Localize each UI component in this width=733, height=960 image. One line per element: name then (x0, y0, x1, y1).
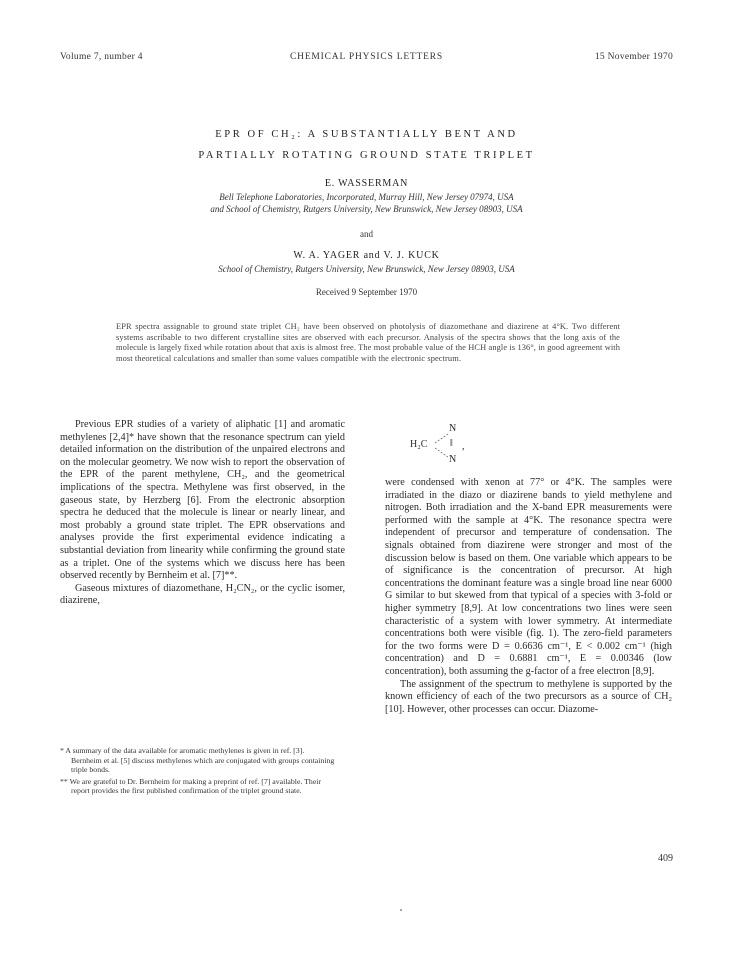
abstract: EPR spectra assignable to ground state triplet CH₂ have been observed on photolysis of diazomethane and diazirene at 4°K. Two different systems ascribable to two different crystalline sites are observed with each precursor. Analysis of the spectra shows that the long axis of the molecule is largely fixed while rotation about that axis is almost free. The most probable value of the HCH angle is 136°, in good agreement with most theoretical calculations and smaller than some values compatible with the electronic spectrum. (116, 322, 620, 363)
body-left-column (60, 419, 345, 608)
formula-h2c: H₂C (410, 439, 428, 450)
author-second: W. A. YAGER and V. J. KUCK (293, 250, 440, 261)
formula-comma: , (462, 441, 465, 452)
journal-name: CHEMICAL PHYSICS LETTERS (290, 52, 443, 62)
footnote-1: * A summary of the data available for aromatic methylenes is given in ref. [3]. Bernheim et al. [5] discuss methylenes which are conjugated with groups containing triple bonds. (60, 746, 335, 775)
received-date: Received 9 September 1970 (315, 287, 418, 297)
paper-title-line-2: PARTIALLY ROTATING GROUND STATE TRIPLET (198, 150, 535, 161)
affiliation-first-1: Bell Telephone Laboratories, Incorporated, Murray Hill, New Jersey 07974, USA (219, 192, 514, 202)
footnote-2: ** We are grateful to Dr. Bernheim for making a preprint of ref. [7] available. Their report provides the first published confirmation of the triplet ground state. (60, 776, 322, 796)
paragraph-condensation: were condensed with xenon at 77° or 4°K. The samples were irradiated in the diazo or diazirene bands to yield methylene and nitrogen. Both irradiation and the X-band EPR measurements were performed with the sample at 4°K. The resonance spectra were independent of precursor and temperature of condensation. The signals obtained from diazirene were stronger and most of the discussion below is based on them. One variable which appears to be of significance is the concentration of precursor. At high concentrations the dominant feature was a single broad line near 6000 G similar to but skewed from that typical of a species with 3-fold or higher symmetry [8,9]. At low concentrations two lines were seen characteristic of a system with lower symmetry. At intermediate concentrations both were visible (fig. 1). The zero-field parameters for the two forms were D = 0.6636 cm⁻¹, E < 0.002 cm⁻¹ (high concentration) and D = 0.6881 cm⁻¹, E = 0.00346 (low concentration), both assuming the g-factor of a free electron [8,9]. (385, 477, 672, 677)
paragraph-mixtures: Gaseous mixtures of diazomethane, H₂CN₂, or the cyclic isomer, diazirene, (60, 582, 345, 607)
body-right-column (385, 477, 672, 716)
footnotes (60, 746, 335, 798)
affiliation-first-2: and School of Chemistry, Rutgers University, New Brunswick, New Jersey 08903, USA (210, 204, 523, 214)
paper-title-line-1: EPR OF CH₂: A SUBSTANTIALLY BENT AND (215, 129, 518, 140)
formula-n-bottom: N (449, 454, 457, 465)
scan-speck (400, 909, 402, 911)
paragraph-assignment: The assignment of the spectrum to methylene is supported by the known efficiency of each of the two precursors as a source of CH₂ [10]. However, other processes can occur. Diazome- (385, 678, 672, 715)
diazirene-formula (410, 423, 470, 469)
paragraph-intro: Previous EPR studies of a variety of aliphatic [1] and aromatic methylenes [2,4]* have shown that the resonance spectrum can yield detailed information on the distribution of the unpaired electrons and on the molecular geometry. We now wish to report the observation of the EPR of the parent methylene, CH₂, and the geometrical implications of the spectra. Methylene was first observed, in the gaseous state, by Herzberg [6]. From the electronic absorption spectra he deduced that the molecule is linear or nearly linear, and most probably a ground state triplet. The EPR observations and analyses provide the first experimental evidence indicating a substantial deviation from linearity while confirming the ground state as a triplet. One of the systems which we discuss here has been observed recently by Bernheim et al. [7]**. (60, 419, 345, 582)
issue-date: 15 November 1970 (594, 52, 673, 62)
affiliation-second: School of Chemistry, Rutgers University, New Brunswick, New Jersey 08903, USA (218, 264, 515, 274)
formula-double-bond: ‖ (450, 438, 453, 449)
author-first: E. WASSERMAN (324, 178, 409, 189)
formula-n-top: N (449, 423, 457, 434)
author-conjunction: and (360, 229, 373, 239)
formula-bonds (432, 429, 452, 463)
page-number: 409 (658, 853, 673, 864)
volume-number: Volume 7, number 4 (60, 52, 143, 62)
